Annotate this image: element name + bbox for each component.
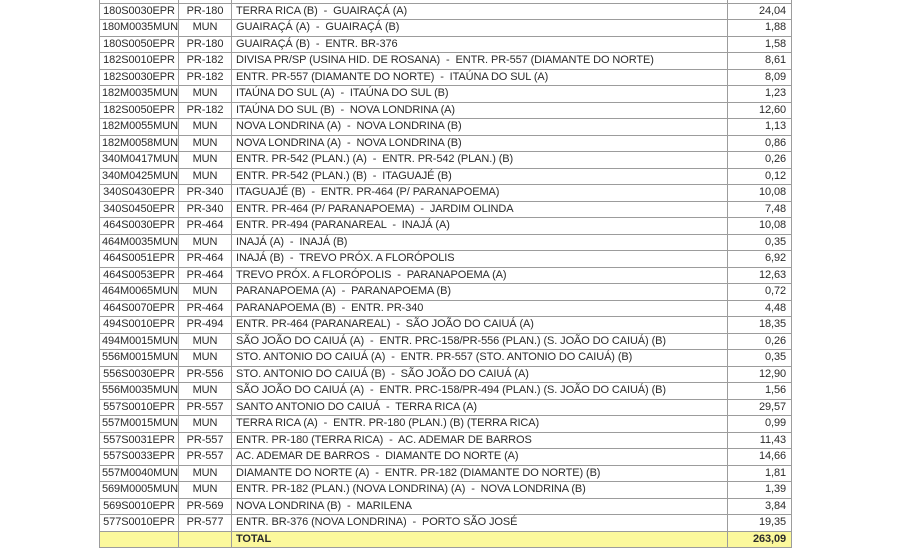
road-table-body	[100, 0, 792, 548]
table-row	[100, 267, 792, 284]
table-row	[100, 300, 792, 317]
table-row	[100, 135, 792, 152]
segment-desc-cell: INAJÁ (B) - TREVO PRÓX. A FLORÓPOLIS	[232, 251, 728, 268]
extension-cell: 6,92	[728, 251, 792, 268]
segment-code-cell: 340M0425MUN	[100, 168, 179, 185]
extension-cell: 24,04	[728, 3, 792, 20]
table-row	[100, 432, 792, 449]
segment-desc-cell: TERRA RICA (B) - GUAIRAÇÁ (A)	[232, 3, 728, 20]
table-row	[100, 515, 792, 532]
road-cell: PR-464	[179, 218, 232, 235]
road-cell: MUN	[179, 135, 232, 152]
segment-desc-cell: SÃO JOÃO DO CAIUÁ (A) - ENTR. PRC-158/PR-494 (PLAN.) (S. JOÃO DO CAIUÁ) (B)	[232, 383, 728, 400]
table-row	[100, 201, 792, 218]
segment-desc-cell: NOVA LONDRINA (A) - NOVA LONDRINA (B)	[232, 119, 728, 136]
road-cell: PR-494	[179, 317, 232, 334]
road-cell: PR-557	[179, 432, 232, 449]
segment-desc-cell: PARANAPOEMA (B) - ENTR. PR-340	[232, 300, 728, 317]
segment-code-cell: 182S0010EPR	[100, 53, 179, 70]
segment-desc-cell: ENTR. PR-542 (PLAN.) (A) - ENTR. PR-542 (PLAN.) (B)	[232, 152, 728, 169]
segment-code-cell: 340S0430EPR	[100, 185, 179, 202]
table-row	[100, 69, 792, 86]
total-empty-cell-1	[100, 531, 179, 548]
segment-desc-cell: STO. ANTONIO DO CAIUÁ (B) - SÃO JOÃO DO CAIUÁ (A)	[232, 366, 728, 383]
total-empty-cell-2	[179, 531, 232, 548]
segment-code-cell: 464S0070EPR	[100, 300, 179, 317]
extension-cell: 11,43	[728, 432, 792, 449]
road-cell: MUN	[179, 86, 232, 103]
road-cell: PR-557	[179, 399, 232, 416]
extension-cell: 7,48	[728, 201, 792, 218]
road-cell: MUN	[179, 168, 232, 185]
segment-desc-cell: ENTR. PR-180 (TERRA RICA) - AC. ADEMAR DE BARROS	[232, 432, 728, 449]
table-row	[100, 86, 792, 103]
segment-desc-cell: DIAMANTE DO NORTE (A) - ENTR. PR-182 (DIAMANTE DO NORTE) (B)	[232, 465, 728, 482]
extension-cell: 14,66	[728, 449, 792, 466]
table-row	[100, 366, 792, 383]
segment-code-cell: 557S0010EPR	[100, 399, 179, 416]
extension-cell: 1,81	[728, 465, 792, 482]
extension-cell: 12,63	[728, 267, 792, 284]
road-cell: PR-464	[179, 251, 232, 268]
segment-desc-cell: INAJÁ (A) - INAJÁ (B)	[232, 234, 728, 251]
extension-cell: 19,35	[728, 515, 792, 532]
table-row	[100, 152, 792, 169]
extension-cell: 0,35	[728, 234, 792, 251]
extension-cell: 1,58	[728, 36, 792, 53]
segment-desc-cell: ENTR. PR-494 (PARANAREAL - INAJÁ (A)	[232, 218, 728, 235]
table-row	[100, 102, 792, 119]
total-label: TOTAL	[232, 531, 728, 548]
segment-desc-cell: GUAIRAÇÁ (B) - ENTR. BR-376	[232, 36, 728, 53]
road-cell: PR-180	[179, 3, 232, 20]
segment-desc-cell: ENTR. PR-557 (DIAMANTE DO NORTE) - ITAÚNA DO SUL (A)	[232, 69, 728, 86]
table-row	[100, 119, 792, 136]
segment-desc-cell: TERRA RICA (A) - ENTR. PR-180 (PLAN.) (B) (TERRA RICA)	[232, 416, 728, 433]
road-cell: PR-182	[179, 102, 232, 119]
segment-code-cell: 182S0030EPR	[100, 69, 179, 86]
road-cell: MUN	[179, 119, 232, 136]
extension-cell: 1,23	[728, 86, 792, 103]
road-cell: MUN	[179, 482, 232, 499]
segment-code-cell: 557M0015MUN	[100, 416, 179, 433]
extension-cell: 3,84	[728, 498, 792, 515]
segment-desc-cell: ITAÚNA DO SUL (A) - ITAÚNA DO SUL (B)	[232, 86, 728, 103]
segment-code-cell: 464S0051EPR	[100, 251, 179, 268]
segment-code-cell: 556M0015MUN	[100, 350, 179, 367]
table-row	[100, 333, 792, 350]
segment-code-cell: 340M0417MUN	[100, 152, 179, 169]
segment-desc-cell: ENTR. BR-376 (NOVA LONDRINA) - PORTO SÃO JOSÉ	[232, 515, 728, 532]
table-row	[100, 284, 792, 301]
total-value: 263,09	[728, 531, 792, 548]
extension-cell: 1,56	[728, 383, 792, 400]
segment-code-cell: 556M0035MUN	[100, 383, 179, 400]
segment-desc-cell: ENTR. PR-542 (PLAN.) (B) - ITAGUAJÉ (B)	[232, 168, 728, 185]
segment-code-cell: 180M0035MUN	[100, 20, 179, 37]
road-cell: PR-340	[179, 201, 232, 218]
road-cell: MUN	[179, 20, 232, 37]
segment-code-cell: 557S0031EPR	[100, 432, 179, 449]
segment-desc-cell: NOVA LONDRINA (A) - NOVA LONDRINA (B)	[232, 135, 728, 152]
segment-desc-cell: STO. ANTONIO DO CAIUÁ (A) - ENTR. PR-557 (STO. ANTONIO DO CAIUÁ) (B)	[232, 350, 728, 367]
road-cell: PR-182	[179, 69, 232, 86]
road-cell: MUN	[179, 284, 232, 301]
extension-cell: 0,99	[728, 416, 792, 433]
segment-code-cell: 464M0035MUN	[100, 234, 179, 251]
extension-cell: 12,90	[728, 366, 792, 383]
extension-cell: 8,09	[728, 69, 792, 86]
segment-code-cell: 464S0030EPR	[100, 218, 179, 235]
table-row	[100, 399, 792, 416]
extension-cell: 12,60	[728, 102, 792, 119]
segment-desc-cell: SÃO JOÃO DO CAIUÁ (A) - ENTR. PRC-158/PR-556 (PLAN.) (S. JOÃO DO CAIUÁ) (B)	[232, 333, 728, 350]
extension-cell: 10,08	[728, 218, 792, 235]
total-row	[100, 531, 792, 548]
segment-desc-cell: ENTR. PR-182 (PLAN.) (NOVA LONDRINA) (A) - NOVA LONDRINA (B)	[232, 482, 728, 499]
segment-desc-cell: ITAGUAJÉ (B) - ENTR. PR-464 (P/ PARANAPOEMA)	[232, 185, 728, 202]
extension-cell: 0,12	[728, 168, 792, 185]
segment-code-cell: 464S0053EPR	[100, 267, 179, 284]
road-cell: PR-569	[179, 498, 232, 515]
table-row	[100, 251, 792, 268]
road-cell: MUN	[179, 465, 232, 482]
extension-cell: 18,35	[728, 317, 792, 334]
extension-cell: 0,86	[728, 135, 792, 152]
extension-cell: 8,61	[728, 53, 792, 70]
road-cell: MUN	[179, 152, 232, 169]
segment-desc-cell: SANTO ANTONIO DO CAIUÁ - TERRA RICA (A)	[232, 399, 728, 416]
table-row	[100, 416, 792, 433]
road-cell: MUN	[179, 234, 232, 251]
segment-code-cell: 557S0033EPR	[100, 449, 179, 466]
extension-cell: 0,26	[728, 152, 792, 169]
road-cell: MUN	[179, 416, 232, 433]
table-row	[100, 168, 792, 185]
segment-desc-cell: NOVA LONDRINA (B) - MARILENA	[232, 498, 728, 515]
report-page	[99, 0, 792, 548]
road-cell: MUN	[179, 383, 232, 400]
table-row	[100, 53, 792, 70]
segment-code-cell: 180S0030EPR	[100, 3, 179, 20]
segment-desc-cell: TREVO PRÓX. A FLORÓPOLIS - PARANAPOEMA (A)	[232, 267, 728, 284]
road-cell: PR-464	[179, 267, 232, 284]
road-cell: PR-182	[179, 53, 232, 70]
road-cell: PR-556	[179, 366, 232, 383]
road-cell: PR-577	[179, 515, 232, 532]
table-row	[100, 185, 792, 202]
segment-desc-cell: ENTR. PR-464 (PARANAREAL) - SÃO JOÃO DO CAIUÁ (A)	[232, 317, 728, 334]
segment-code-cell: 569S0010EPR	[100, 498, 179, 515]
extension-cell: 0,26	[728, 333, 792, 350]
table-row	[100, 465, 792, 482]
segment-desc-cell: PARANAPOEMA (A) - PARANAPOEMA (B)	[232, 284, 728, 301]
extension-cell: 1,13	[728, 119, 792, 136]
segment-code-cell: 182M0058MUN	[100, 135, 179, 152]
segment-desc-cell: ITAÚNA DO SUL (B) - NOVA LONDRINA (A)	[232, 102, 728, 119]
road-segments-table	[99, 0, 792, 548]
road-cell: PR-557	[179, 449, 232, 466]
table-row	[100, 234, 792, 251]
segment-desc-cell: DIVISA PR/SP (USINA HID. DE ROSANA) - ENTR. PR-557 (DIAMANTE DO NORTE)	[232, 53, 728, 70]
table-row	[100, 482, 792, 499]
segment-code-cell: 557M0040MUN	[100, 465, 179, 482]
segment-code-cell: 494S0010EPR	[100, 317, 179, 334]
road-cell: PR-464	[179, 300, 232, 317]
road-cell: PR-180	[179, 36, 232, 53]
road-cell: PR-340	[179, 185, 232, 202]
segment-code-cell: 569M0005MUN	[100, 482, 179, 499]
segment-desc-cell: ENTR. PR-464 (P/ PARANAPOEMA) - JARDIM OLINDA	[232, 201, 728, 218]
extension-cell: 29,57	[728, 399, 792, 416]
segment-code-cell: 464M0065MUN	[100, 284, 179, 301]
table-row	[100, 383, 792, 400]
segment-desc-cell: GUAIRAÇÁ (A) - GUAIRAÇÁ (B)	[232, 20, 728, 37]
extension-cell: 1,39	[728, 482, 792, 499]
table-row	[100, 218, 792, 235]
table-row	[100, 20, 792, 37]
table-row	[100, 449, 792, 466]
extension-cell: 0,35	[728, 350, 792, 367]
extension-cell: 10,08	[728, 185, 792, 202]
segment-code-cell: 340S0450EPR	[100, 201, 179, 218]
table-row	[100, 350, 792, 367]
segment-code-cell: 180S0050EPR	[100, 36, 179, 53]
segment-code-cell: 182S0050EPR	[100, 102, 179, 119]
table-row	[100, 498, 792, 515]
table-row	[100, 317, 792, 334]
extension-cell: 0,72	[728, 284, 792, 301]
road-cell: MUN	[179, 333, 232, 350]
extension-cell: 1,88	[728, 20, 792, 37]
segment-desc-cell: AC. ADEMAR DE BARROS - DIAMANTE DO NORTE (A)	[232, 449, 728, 466]
segment-code-cell: 556S0030EPR	[100, 366, 179, 383]
extension-cell: 4,48	[728, 300, 792, 317]
segment-code-cell: 577S0010EPR	[100, 515, 179, 532]
road-cell: MUN	[179, 350, 232, 367]
table-row	[100, 3, 792, 20]
segment-code-cell: 182M0055MUN	[100, 119, 179, 136]
segment-code-cell: 494M0015MUN	[100, 333, 179, 350]
table-row	[100, 36, 792, 53]
segment-code-cell: 182M0035MUN	[100, 86, 179, 103]
